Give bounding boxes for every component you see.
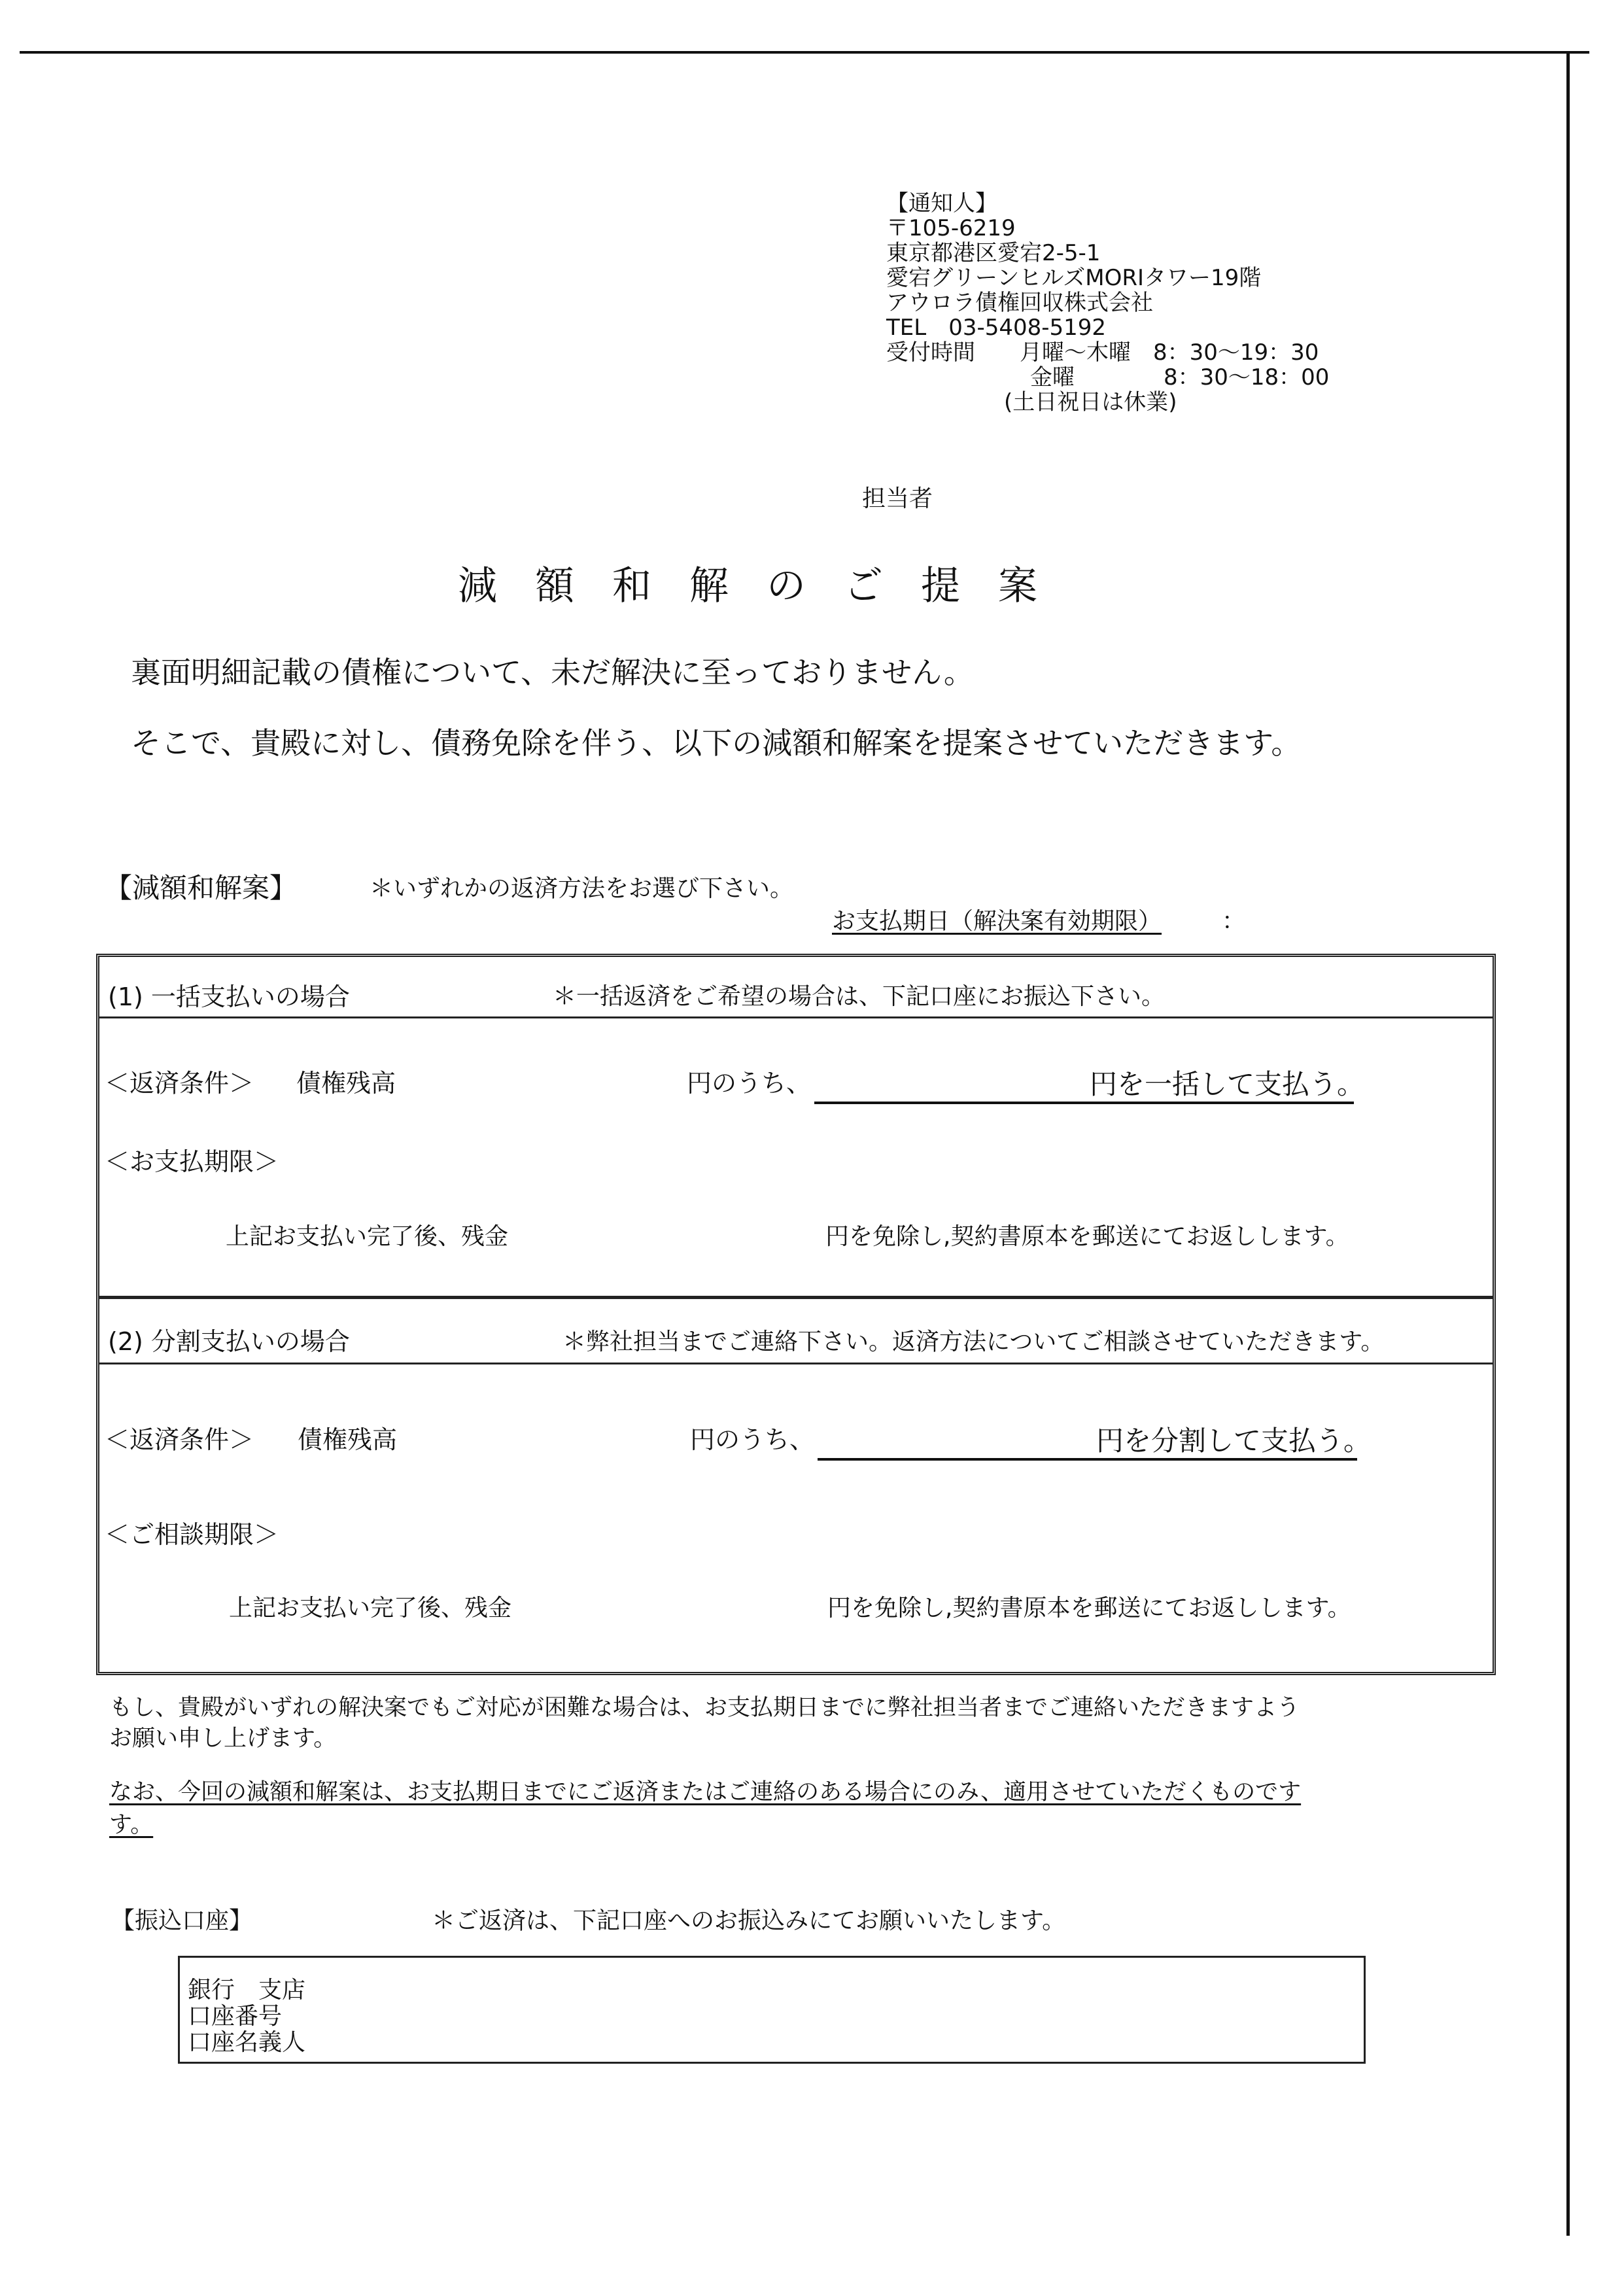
option2-header: (2) 分割支払いの場合	[108, 1327, 350, 1356]
bank-account-box	[178, 1956, 1366, 2064]
notice-line-1: もし、貴殿がいずれの解決案でもご対応が困難な場合は、お支払期日までに弊社担当者までご連絡いただきますよう	[109, 1695, 1300, 1721]
option2-remain: 上記お支払い完了後、残金	[229, 1595, 512, 1622]
proposal-note: ＊いずれかの返済方法をお選び下さい。	[370, 875, 794, 902]
transfer-label: 【振込口座】	[111, 1907, 253, 1934]
table-divider	[99, 1296, 1493, 1299]
notice-line-3: なお、今回の減額和解案は、お支払期日までにご返済またはご連絡のある場合にのみ、適用させていただくものです	[109, 1779, 1302, 1805]
table-divider	[99, 1016, 1493, 1018]
option1-header-note: ＊一括返済をご希望の場合は、下記口座にお振込下さい。	[553, 983, 1166, 1010]
option1-remain: 上記お支払い完了後、残金	[226, 1223, 509, 1250]
payment-deadline-label: お支払期日（解決案有効期限）	[832, 908, 1162, 935]
option2-cond-balance: 債権残高	[298, 1425, 398, 1454]
sender-heading: 【通知人】	[886, 190, 997, 217]
sender-address1: 東京都港区愛宕2-5-1	[886, 240, 1101, 266]
option1-header: (1) 一括支払いの場合	[108, 982, 350, 1011]
right-border-line	[1566, 51, 1570, 2236]
top-border-line	[20, 51, 1589, 54]
option2-cond-of: 円のうち、	[690, 1425, 815, 1454]
intro-line-1: 裏面明細記載の債権について、未だ解決に至っておりません。	[131, 655, 974, 690]
notice-line-4: す。	[109, 1812, 154, 1838]
option2-cond-label: ＜返済条件＞	[105, 1425, 254, 1454]
account-number: 口座番号	[188, 2003, 283, 2030]
proposal-label: 【減額和解案】	[105, 872, 298, 904]
table-divider	[99, 1363, 1493, 1364]
option1-cond-of: 円のうち、	[687, 1069, 812, 1098]
option1-exempt: 円を免除し,契約書原本を郵送にてお返しします。	[825, 1223, 1349, 1250]
intro-line-2: そこで、貴殿に対し、債務免除を伴う、以下の減額和解案を提案させていただきます。	[131, 725, 1302, 761]
option2-header-note: ＊弊社担当までご連絡下さい。返済方法についてご相談させていただきます。	[562, 1328, 1385, 1355]
option2-exempt: 円を免除し,契約書原本を郵送にてお返しします。	[827, 1595, 1351, 1622]
sender-closed: (土日祝日は休業)	[1004, 389, 1177, 415]
sender-block	[886, 191, 1329, 415]
sender-company: アウロラ債権回収株式会社	[886, 290, 1153, 316]
options-table	[96, 954, 1496, 1675]
transfer-note: ＊ご返済は、下記口座へのお振込みにてお願いいたします。	[432, 1907, 1066, 1934]
option1-cond-label: ＜返済条件＞	[105, 1069, 254, 1098]
sender-address2: 愛宕グリーンヒルズMORIタワー19階	[886, 265, 1262, 291]
person-in-charge: 担当者	[862, 485, 933, 512]
notice-line-2: お願い申し上げます。	[109, 1726, 337, 1752]
page-title: 減額和解のご提案	[458, 563, 1075, 609]
sender-hours-weekday: 受付時間 月曜～木曜 8：30～19：30	[886, 339, 1319, 366]
sender-postal: 〒105-6219	[886, 215, 1016, 241]
bank-branch: 銀行 支店	[188, 1977, 306, 2004]
option1-limit-label: ＜お支払期限＞	[105, 1147, 279, 1176]
option2-limit-label: ＜ご相談期限＞	[105, 1520, 279, 1549]
account-holder: 口座名義人	[188, 2029, 306, 2056]
sender-tel: TEL 03-5408-5192	[886, 315, 1107, 341]
option1-cond-balance: 債権残高	[296, 1069, 396, 1098]
payment-deadline-colon: ：	[1222, 908, 1246, 935]
option2-cond-pay: 円を分割して支払う。	[1096, 1425, 1372, 1457]
option1-cond-pay: 円を一括して支払う。	[1090, 1068, 1365, 1100]
sender-hours-friday: 金曜 8：30～18：00	[1030, 364, 1330, 391]
